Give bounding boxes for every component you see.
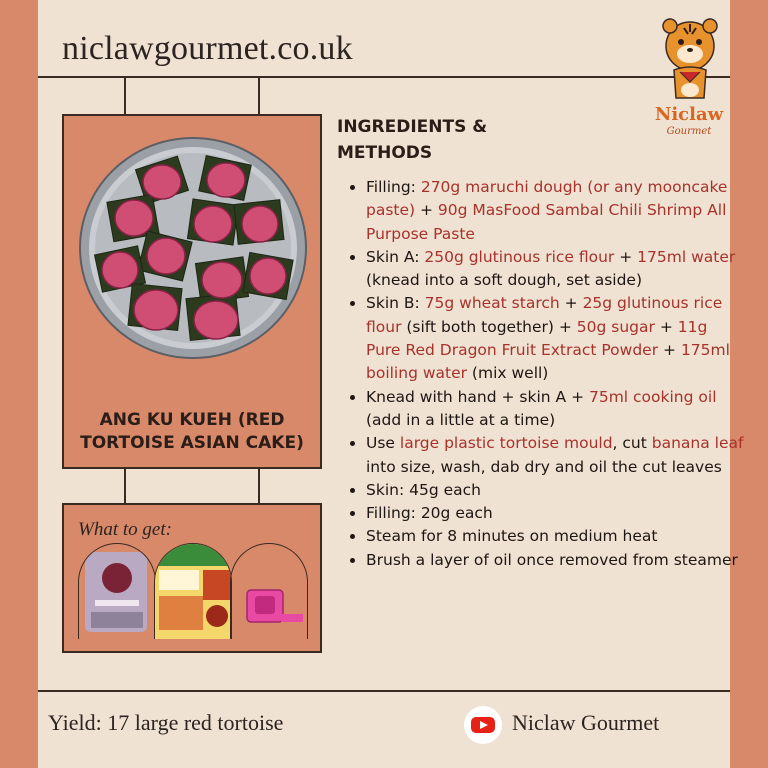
sambal-box-image: [155, 544, 232, 639]
yield-text: Yield: 17 large red tortoise: [48, 710, 284, 735]
list-item: • Use large plastic tortoise mould, cut banana leaf into size, wash, dab dry and oil the cut leaves: [366, 432, 746, 479]
header-divider: [38, 76, 730, 78]
recipe-card: [38, 0, 744, 768]
cake-title: [68, 409, 316, 455]
tortoise-mould-image: [231, 544, 308, 639]
heading-line: METHODS: [337, 143, 433, 163]
list-item: • Skin B: 75g wheat starch + 25g glutinous rice flour (sift both together) + 50g sugar + 11g Pure Red Dragon Fruit Extract Powder + 175ml boiling water (mix well): [366, 292, 746, 385]
footer-divider: [38, 690, 730, 692]
niclaw-logo: [644, 12, 736, 142]
list-item: • Knead with hand + skin A + 75ml cooking oil (add in a little at a time): [366, 386, 746, 433]
flour-bag-image: [79, 544, 156, 639]
tiger-mascot-icon: [644, 12, 736, 104]
connector-line: [258, 467, 260, 503]
cake-tray-photo: [78, 136, 308, 360]
list-item: • Skin: 45g each: [366, 479, 746, 502]
youtube-logo-icon: [464, 706, 502, 744]
ingredients-heading: [337, 114, 537, 166]
product-flour-bag: [78, 543, 156, 639]
site-url[interactable]: niclawgourmet.co.uk: [62, 30, 353, 67]
heading-line: INGREDIENTS &: [337, 117, 488, 137]
product-sambal-paste: [154, 543, 232, 639]
logo-name: Niclaw: [654, 104, 724, 125]
what-to-get-title: What to get:: [78, 519, 172, 540]
cake-title-line: ANG KU KUEH (RED: [99, 410, 285, 430]
product-tortoise-mould: [230, 543, 308, 639]
connector-line: [258, 76, 260, 114]
connector-line: [124, 76, 126, 114]
what-to-get-panel: [62, 503, 322, 653]
list-item: • Filling: 20g each: [366, 502, 746, 525]
cake-title-line: TORTOISE ASIAN CAKE): [80, 433, 304, 453]
cake-photo-panel: [62, 114, 322, 469]
brand-name[interactable]: Niclaw Gourmet: [512, 710, 660, 735]
connector-line: [124, 467, 126, 503]
list-item: • Filling: 270g maruchi dough (or any mooncake paste) + 90g MasFood Sambal Chili Shrimp All Purpose Paste: [366, 176, 746, 246]
ingredients-list: [348, 176, 746, 572]
list-item: • Brush a layer of oil once removed from steamer: [366, 549, 746, 572]
youtube-icon[interactable]: [464, 706, 502, 744]
logo-subtitle: Gourmet: [666, 126, 712, 137]
list-item: • Skin A: 250g glutinous rice flour + 175ml water (knead into a soft dough, set aside): [366, 246, 746, 293]
list-item: • Steam for 8 minutes on medium heat: [366, 525, 746, 548]
